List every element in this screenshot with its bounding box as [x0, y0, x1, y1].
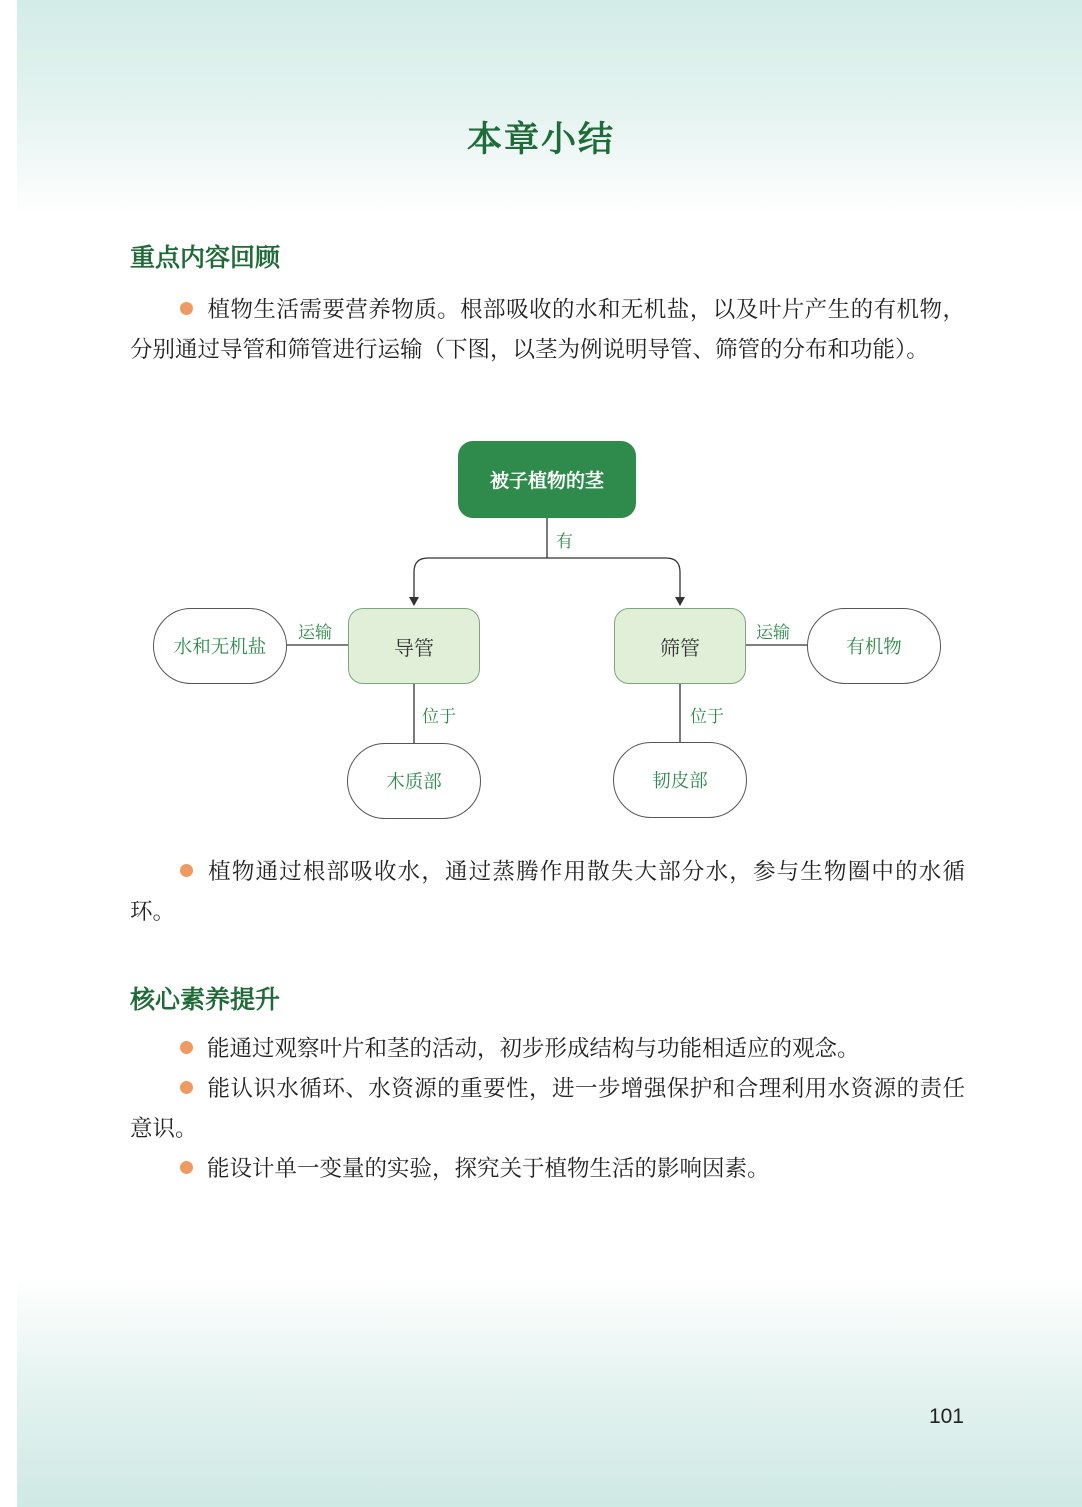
root-edge-label: 有 [556, 532, 573, 552]
section-heading-competency: 核心素养提升 [130, 985, 281, 1014]
paragraph-text: 能设计单一变量的实验，探究关于植物生活的影响因素。 [207, 1156, 770, 1182]
organic-matter-node: 有机物 [807, 608, 941, 684]
paragraph-nutrients [130, 290, 965, 370]
left-transport-label: 运输 [298, 623, 332, 643]
paragraph-text: 能通过观察叶片和茎的活动，初步形成结构与功能相适应的观念。 [207, 1036, 860, 1062]
xylem-node: 木质部 [347, 743, 481, 819]
paragraph-text: 能认识水循环、水资源的重要性，进一步增强保护和合理利用水资源的责任意识。 [130, 1076, 965, 1142]
bullet-icon [180, 1081, 193, 1094]
root-node: 被子植物的茎 [458, 441, 636, 518]
paragraph-water-cycle [130, 852, 965, 932]
vessel-node: 导管 [348, 608, 480, 684]
bullet-icon [180, 864, 193, 877]
water-minerals-node: 水和无机盐 [153, 608, 287, 684]
bullet-icon [180, 1161, 193, 1174]
branch-right-arrow [547, 558, 680, 605]
phloem-node: 韧皮部 [613, 742, 747, 818]
page-margin [0, 0, 17, 1507]
page-number: 101 [928, 1405, 964, 1428]
paragraph-text: 植物生活需要营养物质。根部吸收的水和无机盐，以及叶片产生的有机物，分别通过导管和筛管进行运输（下图，以茎为例说明导管、筛管的分布和功能）。 [130, 297, 965, 363]
section-heading-review: 重点内容回顾 [130, 243, 281, 272]
bullet-icon [180, 302, 193, 315]
competency-item-2 [130, 1069, 965, 1149]
competency-item-1 [130, 1029, 965, 1069]
sieve-tube-node: 筛管 [614, 608, 746, 684]
paragraph-text: 植物通过根部吸收水，通过蒸腾作用散失大部分水，参与生物圈中的水循环。 [130, 859, 965, 925]
chapter-title: 本章小结 [466, 120, 615, 160]
footer-band [17, 1277, 1082, 1507]
right-transport-label: 运输 [756, 623, 790, 643]
bullet-icon [180, 1041, 193, 1054]
right-location-label: 位于 [690, 707, 724, 727]
competency-item-3 [130, 1149, 965, 1189]
header-band [17, 0, 1082, 215]
branch-left-arrow [414, 558, 547, 605]
left-location-label: 位于 [422, 707, 456, 727]
